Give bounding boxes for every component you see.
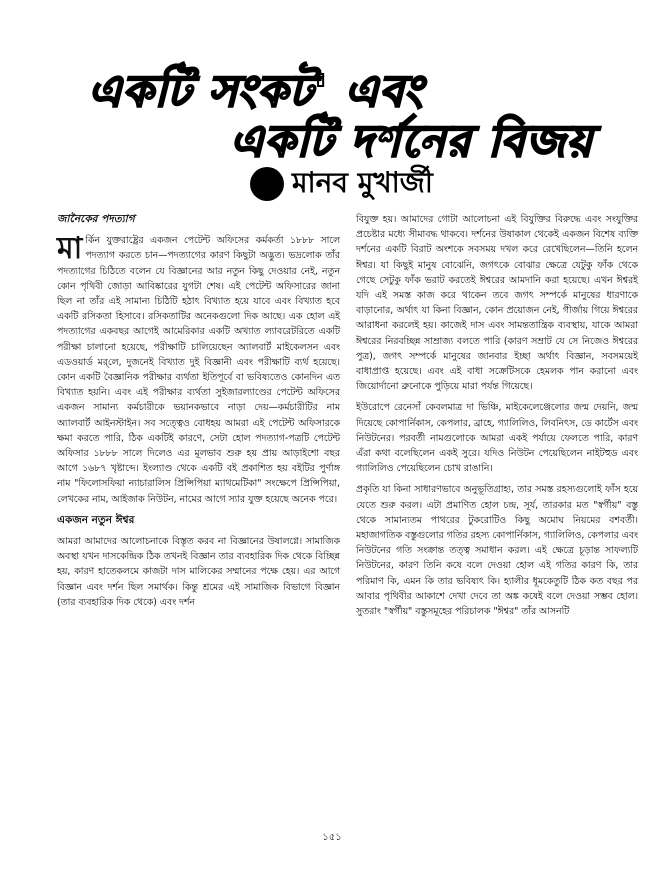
paragraph-text: র্কিন যুক্তরাষ্ট্রের একজন পেটেন্ট অফিসের কর্মকর্তা ১৮৮৮ সালে পদত্যাগ করতে চান—পদত্যাগের কারণ কিছুটা অদ্ভুত। ভদ্রলোক তাঁর পদত্যাগের চিঠিতে বলেন যে বিজ্ঞানের আর নতুন কিছু দেওয়ার নেই, নতুন কোন পৃথিবী জোড়া আবিষ্কারের যুগটা শেষ। এই পেটেন্ট অফিসারের জানা ছিল না তাঁর এই সামান্য চিঠিটি হঠাৎ বিখ্যাত হয়ে যাবে এবং বিখ্যাত হবে একটি রসিকতা হিসাবে। রসিকতাটির অনেকগুলো দিক আছে। এক হোল এই পদত্যাগের একবছর আগেই আমেরিকার একটি অখ্যাত ল্যাবরেটরিতে একটি পরীক্ষা চালানো হয়েছে, পরীক্ষাটি চালিয়েছেন অ্যালবার্ট মাইকেলসন এবং এডওয়ার্ড মর্‌লে, দুজনেই বিখ্যাত দুই বিজ্ঞানী এবং পরীক্ষাটি ব্যর্থ হয়েছে। কোন একটি বৈজ্ঞানিক পরীক্ষার ব্যর্থতা ইতিপূর্বে বা ভবিষ্যতেও কোনদিন এত বিখ্যাত হয়নি। এবং এই পরীক্ষার ব্যর্থতা সুইজারল্যাণ্ডের পেটেন্ট অফিসের একজন সামান্য কর্মচারীকে ভয়ানকভাবে নাড়া দেয়—কর্মচারীটির নাম অ্যালবার্ট আইনস্টাইন। সব সত্ত্বেও বোধহয় আমরা এই পেটেন্ট অফিসারকে ক্ষমা করতে পারি, ঠিক একটিই কারণে, সেটা হোল পদত্যাগ-পত্রটি পেটেন্ট অফিসার ১৮৮৮ সালে দিলেও এর মূলভাব শুরু হয় প্রায় আড়াইশো বছর আগে ১৬৮৭ খৃষ্টাব্দে। ইংল্যাণ্ড থেকে একটি বই প্রকাশিত হয় বইটির পুর্ণাঙ্গ নাম "ফিলোসফিয়া ন্যাচারালিস প্রিন্সিপিয়া ম্যাথমেটিকা" সংক্ষেপে প্রিন্সিপিয়া, লেখকের নাম, আইজাক নিউটন, নামের আগে স্যার যুক্ত হয়েছে অনেক পরে।	[57, 235, 340, 505]
paragraph: প্রকৃতি যা কিনা সাধারণভাবে অনুভূতিগ্রাহ্য, তার সমস্ত রহস্যগুলোই ফাঁস হয়ে যেতে শুরু করল। এটা প্রমাণিত হোল চন্দ্র, সূর্য, তারকার মত "স্বর্গীয়" বস্তু থেকে সামান্যতম পাথরের টুকরোটিও কিছু অমোঘ নিয়মের বশবর্তী। মহাজাগতিক বস্তুগুলোর গতির রহস্য কোপার্নিকাস, গ্যালিলিও, কেপলার এবং নিউটনের গতি সংক্রান্ত তত্ত্ব সমাধান করল। এই ক্ষেত্রে চূড়ান্ত সাফল্যটি নিউটনের, কারণ তিনি কষে বলে দেওয়া হোল এই গতির কারণ কি, তার পরিমাণ কি, এমন কি তার ভবিষ্যৎ কি। হ্যালীর ধূমকেতুটি ঠিক কত বছর পর আবার পৃথিবীর আকাশে দেখা দেবে তা অঙ্ক কষেই বলে দেওয়া সম্ভব হোল। সুতরাং "স্বর্গীয়" বস্তুসমূহের পরিচালক "ঈশ্বর" তাঁর আসনটি	[356, 484, 638, 618]
section-heading: জানৈকের পদত্যাগ	[57, 213, 135, 225]
section-heading: একজন নতুন ঈশ্বর	[57, 513, 135, 526]
left-column	[57, 212, 340, 616]
title-line-2: একটি দর্শনের বিজয়	[230, 116, 594, 167]
right-column	[356, 212, 638, 625]
drop-cap: মা	[57, 231, 83, 267]
author-name: মানব মুখার্জী	[292, 165, 433, 199]
paragraph	[57, 233, 340, 507]
title-line-1: একটি সংকট' এবং	[88, 66, 424, 117]
bullet-icon	[250, 167, 284, 201]
article-title	[70, 58, 630, 170]
paragraph: আমরা আমাদের আলোচনাকে বিস্তৃত করব না বিজ্ঞানের উষালগ্নে। সামাজিক অবস্থা যখন দাসকেন্দ্রিক ঠিক তখনই বিজ্ঞান তার ব্যবহারিক দিক থেকে বিচ্ছিন্ন হয়, কারণ হাতেকলমে কাজটা দাস মালিকের সম্মানের পক্ষে হেয়। এর আগে বিজ্ঞান এবং দর্শন ছিল সমার্থক। কিন্তু শ্রমের এই সামাজিক বিভাগে বিজ্ঞান (তার ব্যবহারিক দিক থেকে) এবং দর্শন	[57, 536, 340, 608]
paragraph: বিযুক্ত হয়। আমাদের গোটা আলোচনা এই বিযুক্তির বিরুদ্ধে এবং সংযুক্তির প্রচেষ্টার মধ্যে সীমাবদ্ধ থাকবে। দর্শনের উষাকাল থেকেই একজন বিশেষ ব্যক্তি দর্শনের একটি বিরাট অংশকে সবসময় দখল করে রেখেছিলেন—তিনি হলেন ঈশ্বর। যা কিছুই মানুষ বোঝেনি, জগৎকে বোঝার ক্ষেত্রে যেটুকু ফাঁক থেকে গেছে সেটুকু ফাঁক ভরাট করতেই ঈশ্বরের আমদানি করা হয়েছে। এখন ঈশ্বরই যদি এই সমস্ত কাজ করে থাকেন তবে জগৎ সম্পর্কে মানুষের ধারণাকে বাড়ানোর, অর্থাৎ যা কিনা বিজ্ঞান, কোন প্রয়োজন নেই, গীর্জায় গিয়ে ঈশ্বরের আরাধনা করলেই হয়। কাজেই দাস এবং সামন্ততান্ত্রিক ব্যবস্থায়, যাকে আমরা ঈশ্বরের নিরবচ্ছিন্ন সাম্রাজ্য বলতে পারি (কারণ সম্রাট যে সে নিজেও ঈশ্বরের পুত্র), জগৎ সম্পর্কে মানুষের জানবার ইচ্ছা অর্থাৎ বিজ্ঞান, সবসময়েই বাধাপ্রাপ্ত হয়েছে। এবং এই বাধা সক্রেটিসকে হেমলক পান করানো এবং জিয়োর্দানো ব্রুনোকে পুড়িয়ে মারা পর্যন্ত গিয়েছে।	[356, 214, 638, 393]
paragraph: ইউরোপে রেনেসাঁ কেবলমাত্র দা ভিঞ্চি, মাইকেলেঞ্জেলোর জন্ম দেয়নি, জন্ম দিয়েছে কোপার্নিকাস, কেপলার, ব্রাহে, গ্যালিলিও, লিবনিৎস, ডে কার্টেস এবং নিউটনের। পরবর্তী নামগুলোকে আমরা একই পর্যায়ে ফেলতে পারি, কারণ এঁরা কথা বলেছিলেন একই সুরে। যদিও নিউটন পেয়েছিলেন নাইটহুড এবং গ্যালিলিও পেয়েছিলেন চোখ রাঙানি।	[356, 402, 638, 475]
author-byline	[250, 163, 433, 205]
page-number: ১৫১	[322, 832, 342, 843]
